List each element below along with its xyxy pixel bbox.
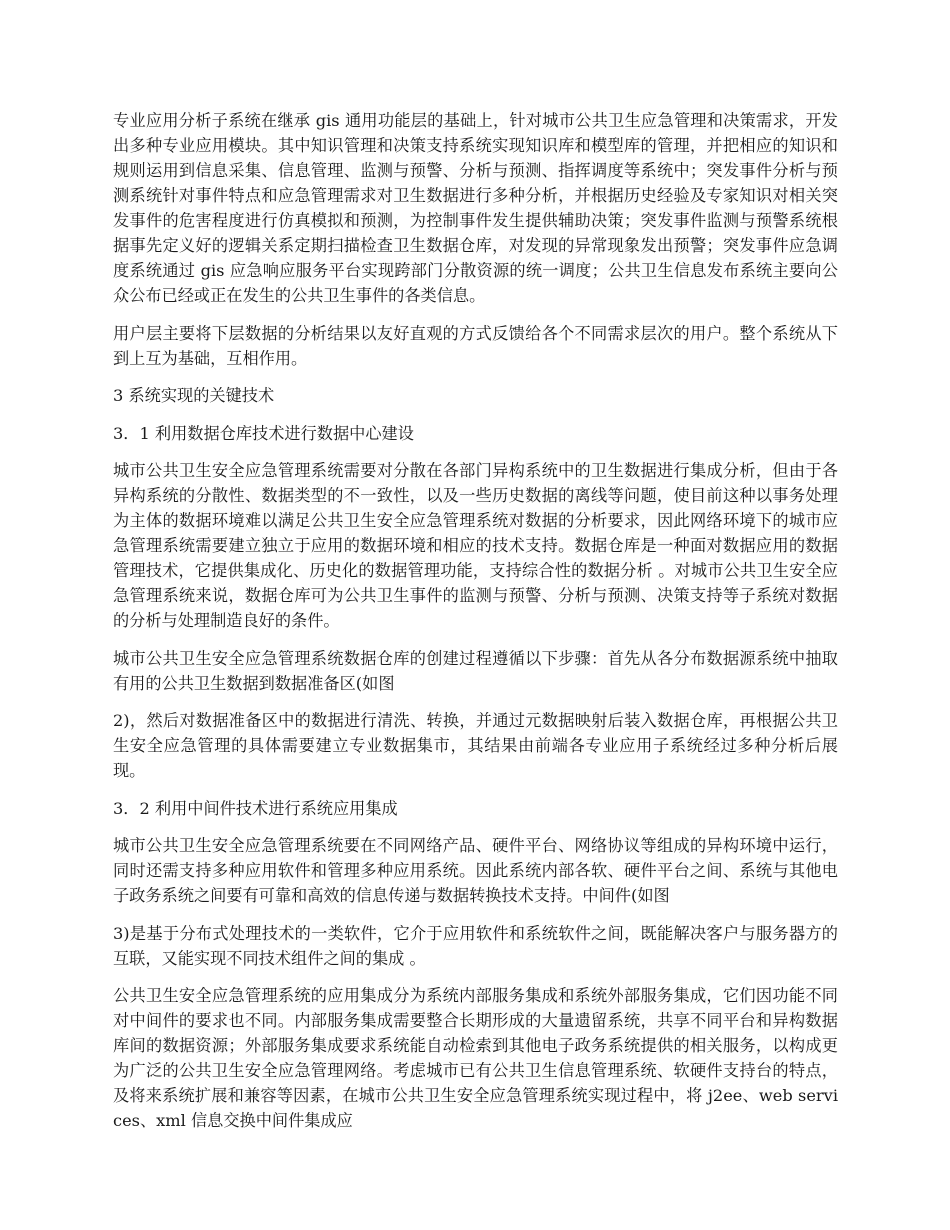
paragraph-data-warehouse: 城市公共卫生安全应急管理系统需要对分散在各部门异构系统中的卫生数据进行集成分析，但由于各异构系统的分散性、数据类型的不一致性，以及一些历史数据的离线等问题，使目前这种以事务处理为主体的数据环境难以满足公共卫生安全应急管理系统对数据的分析要求，因此网络环境下的城市应急管理系统需要建立独立于应用的数据环境和相应的技术支持。数据仓库是一种面对数据应用的数据管理技术，它提供集成化、历史化的数据管理功能，支持综合性的数据分析 。对城市公共卫生安全应急管理系统来说，数据仓库可为公共卫生事件的监测与预警、分析与预测、决策支持等子系统对数据的分析与处理制造良好的条件。 xyxy=(113,461,838,630)
paragraph-middleware: 城市公共卫生安全应急管理系统要在不同网络产品、硬件平台、网络协议等组成的异构环境中运行，同时还需支持多种应用软件和管理多种应用系统。因此系统内部各软、硬件平台之间、系统与其他电子政务系统之间要有可靠和高效的信息传递与数据转换技术支持。中间件(如图 xyxy=(113,836,838,905)
paragraph-analysis-subsystem: 专业应用分析子系统在继承 gis 通用功能层的基础上，针对城市公共卫生应急管理和决策需求，开发出多种专业应用模块。其中知识管理和决策支持系统实现知识库和模型库的管理，并把相应的知识和规则运用到信息采集、信息管理、监测与预警、分析与预测、指挥调度等系统中；突发事件分析与预测系统针对事件特点和应急管理需求对卫生数据进行多种分析，并根据历史经验及专家知识对相关突发事件的危害程度进行仿真模拟和预测，为控制事件发生提供辅助决策；突发事件监测与预警系统根据事先定义好的逻辑关系定期扫描检查卫生数据仓库，对发现的异常现象发出预警；突发事件应急调度系统通过 gis 应急响应服务平台实现跨部门分散资源的统一调度；公共卫生信息发布系统主要向公众公布已经或正在发生的公共卫生事件的各类信息。 xyxy=(113,111,838,305)
section-heading-3: 3 系统实现的关键技术 xyxy=(113,386,275,405)
paragraph-warehouse-steps-cont: 2)，然后对数据准备区中的数据进行清洗、转换，并通过元数据映射后装入数据仓库，再根据公共卫生安全应急管理的具体需要建立专业数据集市，其结果由前端各专业应用子系统经过多种分析后展现。 xyxy=(113,711,838,780)
subsection-heading-3-2: 3．2 利用中间件技术进行系统应用集成 xyxy=(113,798,398,818)
paragraph-middleware-cont: 3)是基于分布式处理技术的一类软件，它介于应用软件和系统软件之间，既能解决客户与服务器方的互联，又能实现不同技术组件之间的集成 。 xyxy=(113,923,838,968)
paragraph-warehouse-steps: 城市公共卫生安全应急管理系统数据仓库的创建过程遵循以下步骤：首先从各分布数据源系统中抽取有用的公共卫生数据到数据准备区(如图 xyxy=(113,648,838,693)
subsection-heading-3-1: 3．1 利用数据仓库技术进行数据中心建设 xyxy=(113,423,414,443)
paragraph-user-layer: 用户层主要将下层数据的分析结果以友好直观的方式反馈给各个不同需求层次的用户。整个系统从下到上互为基础，互相作用。 xyxy=(113,323,838,368)
paragraph-application-integration: 公共卫生安全应急管理系统的应用集成分为系统内部服务集成和系统外部服务集成，它们因功能不同对中间件的要求也不同。内部服务集成需要整合长期形成的大量遗留系统，共享不同平台和异构数据库间的数据资源；外部服务集成要求系统能自动检索到其他电子政务系统提供的相关服务，以构成更为广泛的公共卫生安全应急管理网络。考虑城市已有公共卫生信息管理系统、软硬件支持台的特点，及将来系统扩展和兼容等因素，在城市公共卫生安全应急管理系统实现过程中，将 j2ee、web services、xml 信息交换中间件集成应 xyxy=(113,986,838,1130)
document-body xyxy=(113,108,838,1146)
